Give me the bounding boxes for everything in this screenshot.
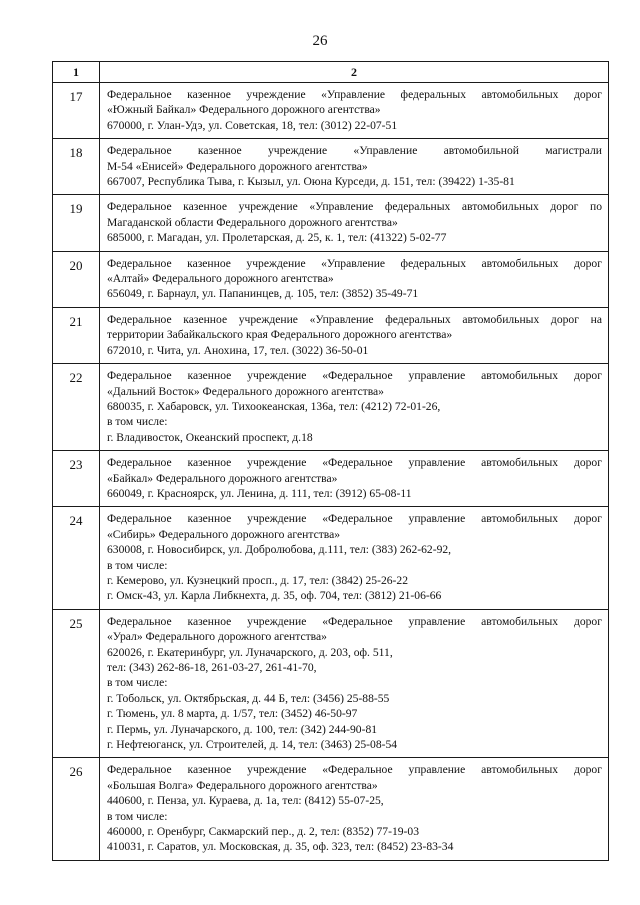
organization-detail-line: территории Забайкальского края Федерального дорожного агентства» [107,328,453,342]
table-header-row [53,62,609,83]
organization-name-line: Федеральное казенное учреждение «Управление федеральных автомобильных дорог по [107,200,602,214]
organization-detail-line: г. Омск-43, ул. Карла Либкнехта, д. 35, оф. 704, тел: (3812) 21-06-66 [107,589,442,603]
organization-detail-line: г. Тобольск, ул. Октябрьская, д. 44 Б, тел: (3456) 25-88-55 [107,691,390,705]
organization-detail-line: 672010, г. Чита, ул. Анохина, 17, тел. (3022) 36-50-01 [107,343,369,357]
row-number: 19 [53,195,100,251]
row-number: 22 [53,364,100,451]
organization-details [100,364,609,451]
table-body [53,83,609,861]
organization-details [100,451,609,507]
organization-details [100,507,609,609]
organization-detail-line: в том числе: [107,415,168,429]
organization-detail-line: 440600, г. Пенза, ул. Кураева, д. 1а, тел: (8412) 55-07-25, [107,794,384,808]
organization-name-line: Федеральное казенное учреждение «Федеральное управление автомобильных дорог [107,456,602,470]
organization-detail-line: «Сибирь» Федерального дорожного агентства» [107,527,341,541]
organization-details [100,83,609,139]
table-row [53,251,609,307]
organization-name-line: Федеральное казенное учреждение «Федеральное управление автомобильных дорог [107,369,602,383]
organization-details [100,251,609,307]
organization-detail-line: тел: (343) 262-86-18, 261-03-27, 261-41-70, [107,661,317,674]
organization-name-line: Федеральное казенное учреждение «Управление федеральных автомобильных дорог на [107,312,602,326]
table-row [53,83,609,139]
organization-name-line: Федеральное казенное учреждение «Управление автомобильной магистрали [107,144,602,158]
row-number: 24 [53,507,100,609]
organization-detail-line: 460000, г. Оренбург, Сакмарский пер., д. 2, тел: (8352) 77-19-03 [107,825,419,839]
row-number: 26 [53,758,100,860]
organization-detail-line: «Урал» Федерального дорожного агентства» [107,630,327,644]
organization-details [100,195,609,251]
table-row [53,195,609,251]
organization-details [100,139,609,195]
organization-detail-line: 685000, г. Магадан, ул. Пролетарская, д. 25, к. 1, тел: (41322) 5-02-77 [107,231,447,245]
row-number: 25 [53,609,100,758]
organization-detail-line: 660049, г. Красноярск, ул. Ленина, д. 111, тел: (3912) 65-08-11 [107,486,412,500]
organization-name-line: Федеральное казенное учреждение «Федеральное управление автомобильных дорог [107,763,602,777]
organization-name-line: Федеральное казенное учреждение «Управление федеральных автомобильных дорог [107,88,602,101]
organization-name-line: Федеральное казенное учреждение «Федеральное управление автомобильных дорог [107,512,602,526]
row-number: 21 [53,307,100,363]
organization-detail-line: М-54 «Енисей» Федерального дорожного агентства» [107,159,368,173]
column-header-number: 1 [53,62,100,83]
table-row [53,364,609,451]
page-number: 26 [312,33,328,49]
organization-details [100,307,609,363]
organization-detail-line: г. Тюмень, ул. 8 марта, д. 1/57, тел: (3452) 46-50-97 [107,707,358,721]
row-number: 23 [53,451,100,507]
row-number: 18 [53,139,100,195]
table-row [53,609,609,758]
organization-detail-line: «Байкал» Федерального дорожного агентства» [107,471,338,485]
organization-detail-line: г. Нефтеюганск, ул. Строителей, д. 14, тел: (3463) 25-08-54 [107,738,398,752]
organization-detail-line: в том числе: [107,809,168,823]
table-row [53,307,609,363]
organization-detail-line: «Большая Волга» Федерального дорожного агентства» [107,778,378,792]
organization-detail-line: 667007, Республика Тыва, г. Кызыл, ул. Оюна Курседи, д. 151, тел: (39422) 1-35-81 [107,175,515,189]
organization-detail-line: в том числе: [107,558,168,572]
organization-detail-line: 620026, г. Екатеринбург, ул. Луначарского, д. 203, оф. 511, [107,645,393,659]
column-header-description: 2 [100,62,609,83]
table-row [53,758,609,860]
table-row [53,451,609,507]
table-row [53,507,609,609]
organization-detail-line: 630008, г. Новосибирск, ул. Добролюбова, д.111, тел: (383) 262-62-92, [107,543,452,557]
table-row [53,139,609,195]
organization-detail-line: 410031, г. Саратов, ул. Московская, д. 35, оф. 323, тел: (8452) 23-83-34 [107,840,454,854]
organization-detail-line: в том числе: [107,676,168,690]
organization-detail-line: 680035, г. Хабаровск, ул. Тихоокеанская, 136а, тел: (4212) 72-01-26, [107,399,441,413]
organization-name-line: Федеральное казенное учреждение «Управление федеральных автомобильных дорог [107,256,602,270]
organization-detail-line: «Южный Байкал» Федерального дорожного агентства» [107,103,381,117]
organization-detail-line: «Дальний Восток» Федерального дорожного агентства» [107,384,384,398]
row-number: 17 [53,83,100,139]
organization-detail-line: 656049, г. Барнаул, ул. Папанинцев, д. 105, тел: (3852) 35-49-71 [107,287,419,301]
organizations-table [52,61,609,861]
organization-detail-line: Магаданской области Федерального дорожного агентства» [107,215,398,229]
organization-detail-line: г. Пермь, ул. Луначарского, д. 100, тел: (342) 244-90-81 [107,722,378,736]
organization-details [100,609,609,758]
organization-details [100,758,609,860]
organization-detail-line: г. Кемерово, ул. Кузнецкий просп., д. 17, тел: (3842) 25-26-22 [107,573,408,587]
organization-name-line: Федеральное казенное учреждение «Федеральное управление автомобильных дорог [107,614,602,628]
organization-detail-line: 670000, г. Улан-Удэ, ул. Советская, 18, тел: (3012) 22-07-51 [107,118,398,132]
organization-detail-line: «Алтай» Федерального дорожного агентства» [107,272,334,286]
row-number: 20 [53,251,100,307]
organization-detail-line: г. Владивосток, Океанский проспект, д.18 [107,430,313,444]
